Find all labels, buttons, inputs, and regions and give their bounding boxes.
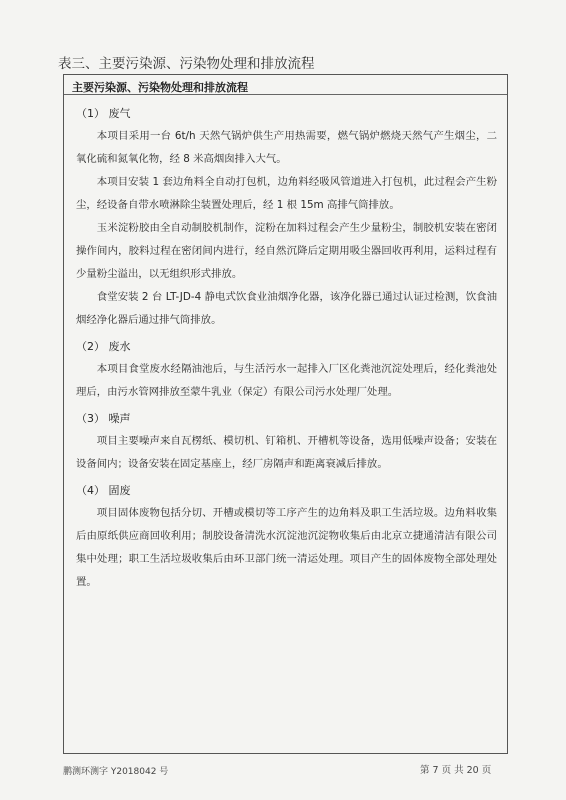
section-paragraph: 本项目采用一台 6t/h 天然气锅炉供生产用热需要，燃气锅炉燃烧天然气产生烟尘，二氧化硫和氮氧化物，经 8 米高烟囱排入大气。	[76, 130, 497, 165]
section-paragraph: 本项目食堂废水经隔油池后，与生活污水一起排入厂区化粪池沉淀处理后，经化粪池处理后，由污水管网排放至蒙牛乳业（保定）有限公司污水处理厂处理。	[76, 363, 497, 398]
section-heading: （4） 固废	[76, 484, 131, 497]
section-heading: （1） 废气	[76, 107, 131, 120]
page-title: 表三、主要污染源、污染物处理和排放流程	[58, 56, 315, 72]
section-paragraph: 本项目安装 1 套边角料全自动打包机，边角料经吸风管道进入打包机，此过程会产生粉尘，经设备自带水喷淋除尘装置处理后，经 1 根 15m 高排气筒排放。	[76, 176, 497, 211]
section-paragraph: 项目主要噪声来自瓦楞纸、模切机、钉箱机、开槽机等设备，选用低噪声设备；安装在设备间内；设备安装在固定基座上，经厂房隔声和距离衰减后排放。	[76, 435, 497, 470]
page-number: 第 7 页 共 20 页	[420, 765, 492, 776]
content-table	[63, 74, 508, 754]
section-heading: （2） 废水	[76, 340, 131, 353]
section-paragraph: 食堂安装 2 台 LT-JD-4 静电式饮食业油烟净化器，该净化器已通过认证过检测，饮食油烟经净化器后通过排气筒排放。	[76, 291, 497, 326]
table-header: 主要污染源、污染物处理和排放流程	[64, 75, 507, 95]
section-paragraph: 项目固体废物包括分切、开槽或模切等工序产生的边角料及职工生活垃圾。边角料收集后由原纸供应商回收利用；制胶设备清洗水沉淀池沉淀物收集后由北京立捷通清洁有限公司集中处理；职工生活垃圾收集后由环卫部门统一清运处理。项目产生的固体废物全部处理处置。	[76, 507, 497, 588]
report-number: 鹏测环测字 Y2018042 号	[63, 767, 169, 777]
section-paragraph: 玉米淀粉胶由全自动制胶机制作，淀粉在加料过程会产生少量粉尘，制胶机安装在密闭操作间内，胶料过程在密闭间内进行，经自然沉降后定期用吸尘器回收再利用，运料过程有少量粉尘溢出，以无组织形式排放。	[76, 222, 497, 280]
section-heading: （3） 噪声	[76, 412, 131, 425]
table-content	[64, 95, 507, 594]
